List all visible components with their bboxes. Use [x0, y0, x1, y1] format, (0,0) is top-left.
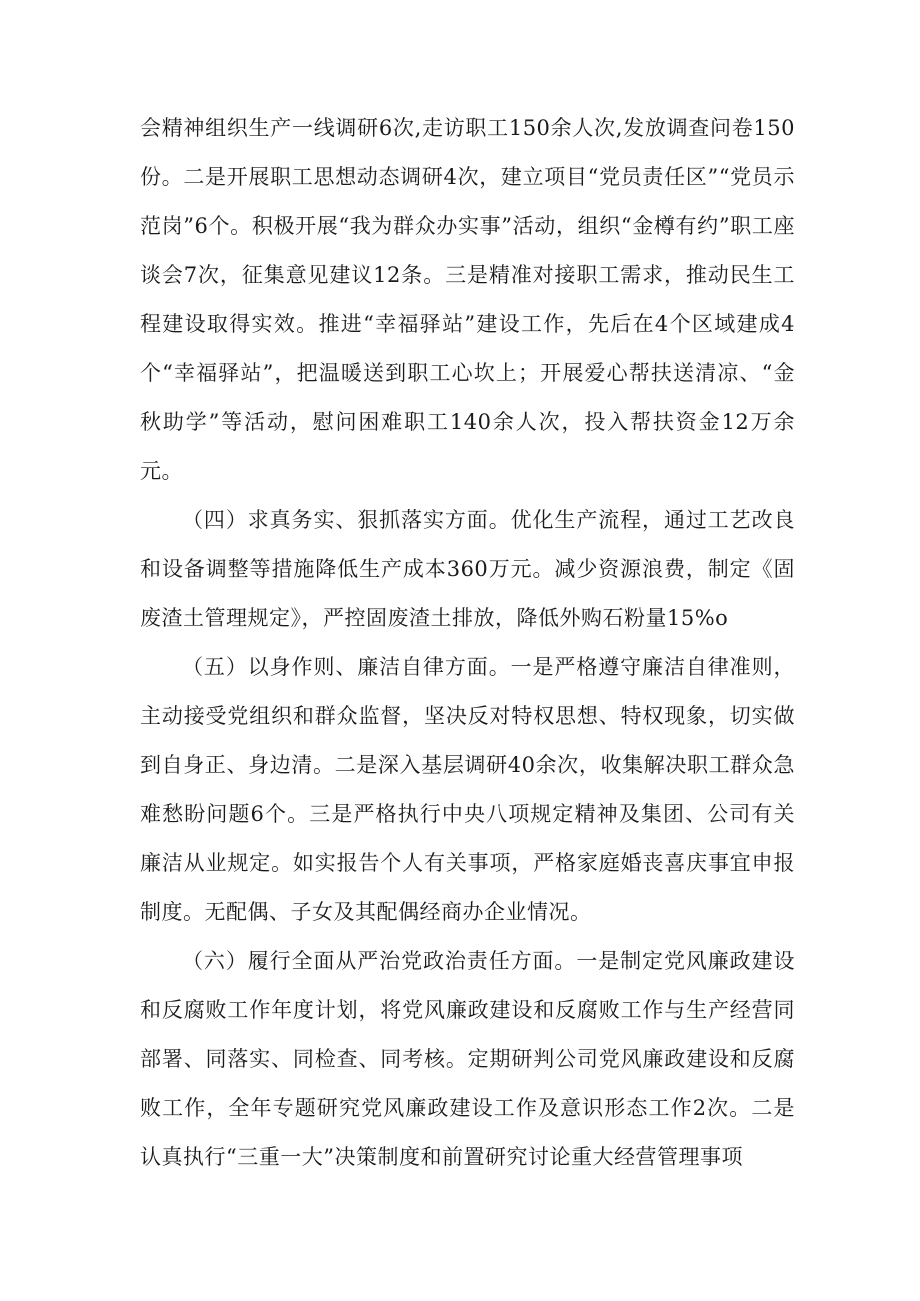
paragraph-continued: 会精神组织生产一线调研6次,走访职工150余人次,发放调查问卷150份。二是开展职工思想动态调研4次，建立项目“党员责任区”“党员示范岗”6个。积极开展“我为群众办实事”活动，组织“金樽有约”职工座谈会7次，征集意见建议12条。三是精准对接职工需求，推动民生工程建设取得实效。推进“幸福驿站”建设工作，先后在4个区域建成4个“幸福驿站”，把温暖送到职工心坎上；开展爱心帮扶送清凉、“金秋助学”等活动，慰问困难职工140余人次，投入帮扶资金12万余元。: [140, 116, 795, 483]
document-body: [140, 104, 795, 1182]
paragraph-section-4: （四）求真务实、狠抓落实方面。优化生产流程，通过工艺改良和设备调整等措施降低生产成本360万元。减少资源浪费，制定《固废渣土管理规定》，严控固废渣土排放，降低外购石粉量15%o: [140, 508, 795, 630]
paragraph-section-6: （六）履行全面从严治党政治责任方面。一是制定党风廉政建设和反腐败工作年度计划，将党风廉政建设和反腐败工作与生产经营同部署、同落实、同检查、同考核。定期研判公司党风廉政建设和反腐败工作，全年专题研究党风廉政建设工作及意识形态工作2次。二是认真执行“三重一大”决策制度和前置研究讨论重大经营管理事项: [140, 949, 795, 1169]
paragraph-section-5: （五）以身作则、廉洁自律方面。一是严格遵守廉洁自律准则，主动接受党组织和群众监督，坚决反对特权思想、特权现象，切实做到自身正、身边清。二是深入基层调研40余次，收集解决职工群众急难愁盼问题6个。三是严格执行中央八项规定精神及集团、公司有关廉洁从业规定。如实报告个人有关事项，严格家庭婚丧喜庆事宜申报制度。无配偶、子女及其配偶经商办企业情况。: [140, 655, 795, 924]
